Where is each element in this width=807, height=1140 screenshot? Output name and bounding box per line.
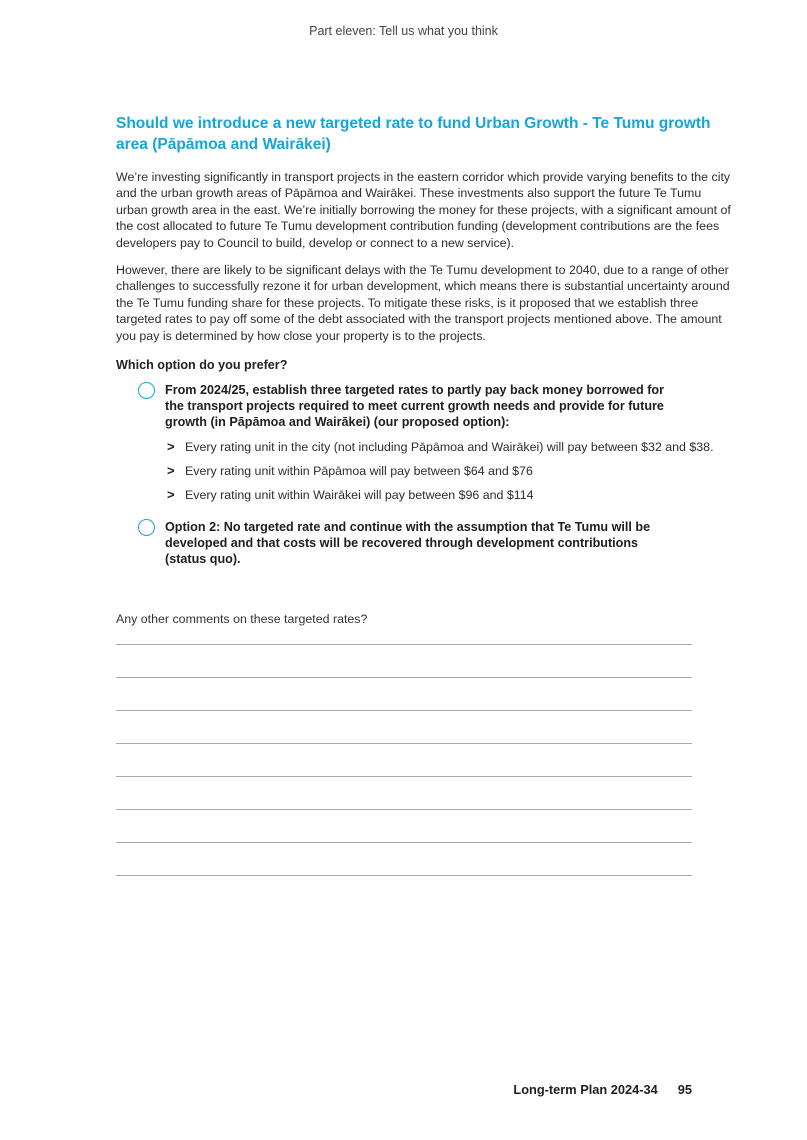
section-heading: Should we introduce a new targeted rate to fund Urban Growth - Te Tumu growth area (Pāpāmoa and Wairākei)	[116, 115, 711, 153]
intro-paragraph: We’re investing significantly in transport projects in the eastern corridor which provide varying benefits to the city and the urban growth areas of Pāpāmoa and Wairākei. These investments also support the future Te Tumu urban growth area in the east. We’re initially borrowing the money for these projects, with a significant amount of the cost allocated to future Te Tumu development contribution funding (development contributions are the fees developers pay to Council to build, develop or connect to a new service).	[116, 170, 731, 250]
list-item	[165, 439, 734, 455]
section-content	[116, 113, 734, 567]
rate-papamoa-text: Every rating unit within Pāpāmoa will pay between $64 and $76	[185, 464, 533, 479]
option-proposed-label[interactable]: From 2024/25, establish three targeted rates to partly pay back money borrowed for the transport projects required to meet current growth needs and provide for future growth (in Pāpāmoa and Wairākei) (our proposed option):	[165, 383, 665, 430]
option-status-quo-label[interactable]: Option 2: No targeted rate and continue with the assumption that Te Tumu will be developed and that costs will be recovered through development contributions (status quo).	[165, 520, 651, 567]
comments-label: Any other comments on these targeted rates?	[116, 612, 368, 626]
option-status-quo[interactable]	[138, 519, 734, 567]
comment-line[interactable]	[116, 777, 692, 810]
radio-option-proposed[interactable]	[138, 382, 155, 399]
list-item	[165, 463, 734, 479]
chevron-right-icon: >	[167, 487, 175, 503]
list-item	[165, 487, 734, 503]
comment-writing-area[interactable]	[116, 635, 692, 876]
risk-paragraph: However, there are likely to be significant delays with the Te Tumu development to 2040, due to a range of other challenges to successfully rezone it for urban development, which means there is substantial uncertainty around the Te Tumu funding share for these projects. To mitigate these risks, is it proposed that we establish three targeted rates to pay off some of the debt associated with the transport projects mentioned above. The amount you pay is determined by how close your property is to the projects.	[116, 263, 730, 343]
comment-line[interactable]	[116, 843, 692, 876]
page-footer	[513, 1082, 692, 1097]
chevron-right-icon: >	[167, 439, 175, 455]
rate-city-text: Every rating unit in the city (not including Pāpāmoa and Wairākei) will pay between $32 and $38.	[185, 440, 714, 455]
comment-line[interactable]	[116, 711, 692, 744]
footer-document-title: Long-term Plan 2024-34	[513, 1082, 658, 1097]
chevron-right-icon: >	[167, 463, 175, 479]
comment-line[interactable]	[116, 744, 692, 777]
running-header: Part eleven: Tell us what you think	[309, 24, 498, 38]
page-number: 95	[677, 1082, 692, 1097]
proposed-rate-list	[165, 439, 734, 503]
comment-line[interactable]	[116, 645, 692, 678]
comments-section	[116, 611, 692, 876]
question-prompt: Which option do you prefer?	[116, 358, 288, 373]
comment-line[interactable]	[116, 635, 692, 645]
rate-wairakei-text: Every rating unit within Wairākei will pay between $96 and $114	[185, 488, 534, 503]
comment-line[interactable]	[116, 810, 692, 843]
radio-option-status-quo[interactable]	[138, 519, 155, 536]
option-proposed[interactable]	[138, 382, 734, 503]
comment-line[interactable]	[116, 678, 692, 711]
